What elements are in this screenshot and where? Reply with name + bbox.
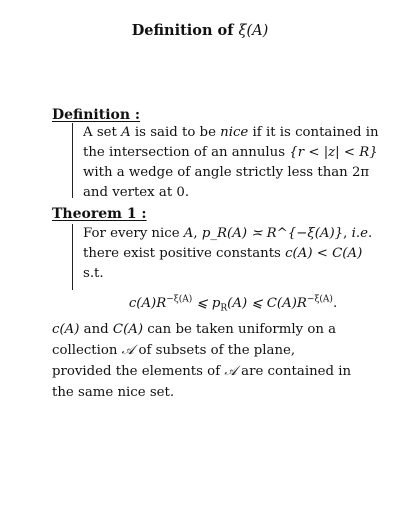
remark-p2: and <box>79 322 113 337</box>
definition-text <box>83 123 383 203</box>
remark-p3: C(A) <box>112 322 144 337</box>
remark-p1: c(A) <box>52 322 80 337</box>
page-title <box>0 22 400 39</box>
equation-end: . <box>332 296 338 311</box>
theorem-consts: c(A) < C(A) <box>285 246 363 261</box>
equation-left-exp: −ξ(A) <box>166 294 193 305</box>
theorem-text-3: , <box>343 226 352 241</box>
title-prefix: Definition of <box>131 22 239 39</box>
theorem-text <box>83 224 383 284</box>
remark-p4: can be taken uniformly on a collection <box>52 322 337 358</box>
equation-middle: ⩽ p <box>192 296 221 311</box>
remark-p6: of subsets of the plane, provided the elements of <box>52 343 296 379</box>
definition-text-1: A set <box>83 125 122 140</box>
definition-text-4: with a wedge of angle strictly less than 2π and vertex at 0. <box>83 165 370 200</box>
definition-block <box>72 123 383 198</box>
theorem-text-4: there exist positive constants <box>83 246 286 261</box>
definition-heading: Definition : <box>52 107 141 123</box>
theorem-heading: Theorem 1 : <box>52 206 147 222</box>
remark-p7: 𝒜 <box>224 364 237 379</box>
definition-emph: nice <box>220 125 249 140</box>
remark-p8: are contained in the same nice set. <box>52 364 352 400</box>
equation-right-exp: −ξ(A) <box>306 294 333 305</box>
theorem-block <box>72 224 383 314</box>
definition-text-3: if it is contained in the intersection of an annulus <box>83 125 379 160</box>
definition-var-a: A <box>121 125 131 140</box>
equation-middle-2: (A) ⩽ C(A)R <box>227 296 307 311</box>
definition-text-2: is said to be <box>130 125 221 140</box>
theorem-text-2: , <box>193 226 202 241</box>
remark-paragraph <box>52 319 357 403</box>
remark-p5: 𝒜 <box>121 343 135 358</box>
equation-middle-sub: R <box>220 303 228 314</box>
theorem-equation <box>83 294 383 314</box>
theorem-text-1: For every nice <box>83 226 184 241</box>
theorem-var-a: A <box>183 226 194 241</box>
definition-annulus: {r < |z| < R} <box>289 145 378 160</box>
theorem-ie: i.e. <box>351 226 373 241</box>
equation-left: c(A)R <box>128 296 167 311</box>
title-math: ξ(A) <box>238 23 269 39</box>
theorem-asymp: p_R(A) ≍ R^{−ξ(A)} <box>201 226 344 241</box>
theorem-text-5: s.t. <box>83 266 104 281</box>
